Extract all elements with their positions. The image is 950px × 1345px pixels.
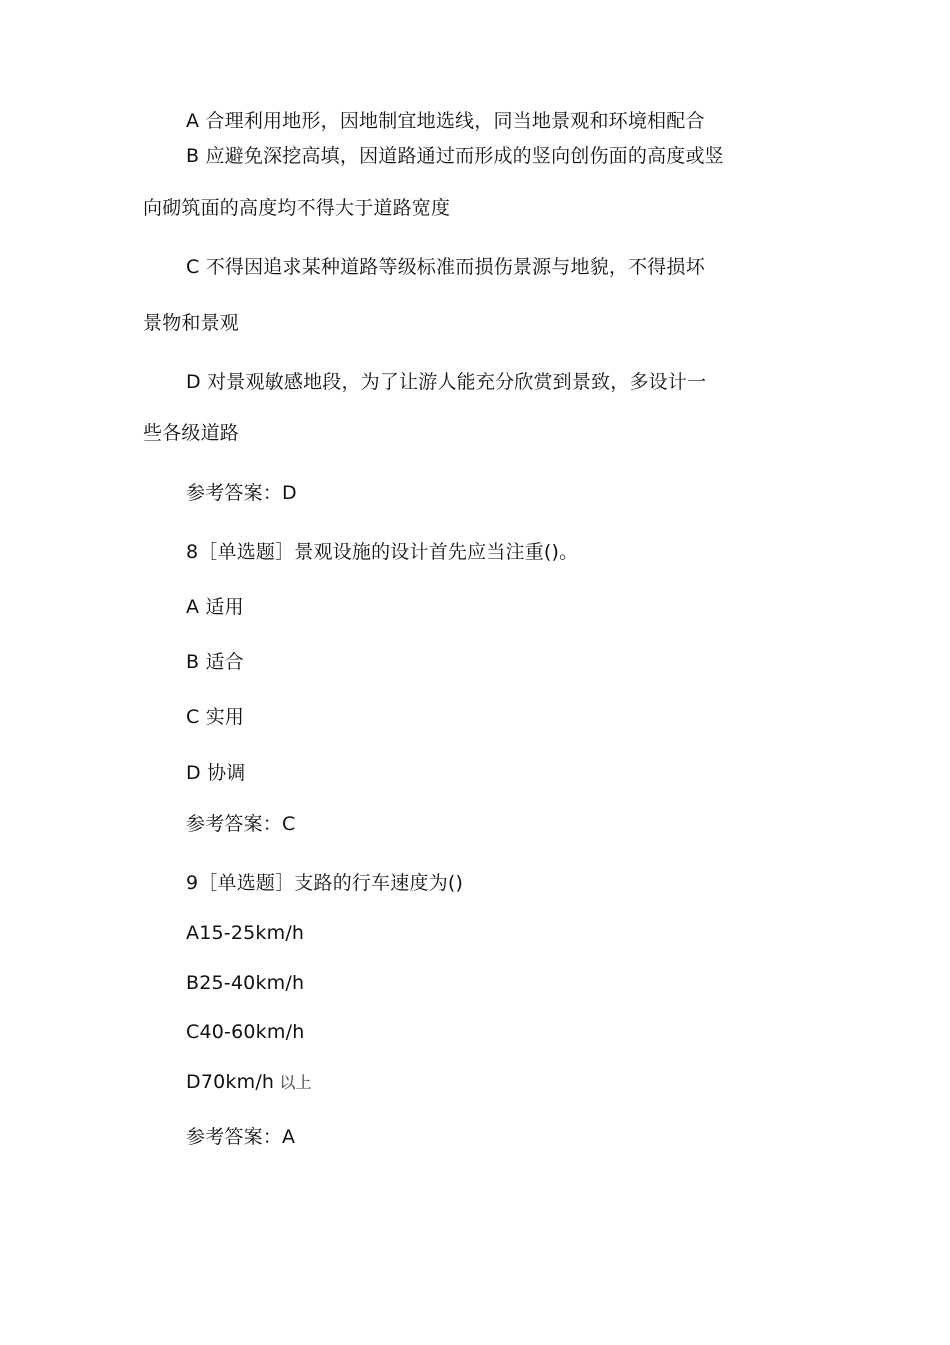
q9-option-d-suffix: 以上: [274, 1073, 312, 1092]
q8-answer: 参考答案：C: [186, 813, 296, 835]
q9-option-d-text: D70km/h: [186, 1071, 275, 1093]
q9-answer: 参考答案：A: [186, 1126, 296, 1148]
q7-option-b-line2: 向砌筑面的高度均不得大于道路宽度: [143, 197, 451, 219]
q7-option-d-line1: D 对景观敏感地段，为了让游人能充分欣赏到景致，多设计一: [186, 371, 707, 393]
q9-question: 9［单选题］支路的行车速度为(): [186, 872, 464, 894]
q9-option-a: A15-25km/h: [186, 922, 305, 944]
q9-option-d: [186, 1069, 312, 1096]
q8-option-b: B 适合: [186, 651, 244, 673]
q7-option-b-line1: B 应避免深挖高填，因道路通过而形成的竖向创伤面的高度或竖: [186, 145, 724, 167]
q8-question: 8［单选题］景观设施的设计首先应当注重()。: [186, 541, 579, 563]
q7-option-c-line2: 景物和景观: [143, 312, 240, 334]
q7-option-d-line2: 些各级道路: [143, 422, 240, 444]
q8-option-d: D 协调: [186, 762, 246, 784]
q9-option-c: C40-60km/h: [186, 1021, 305, 1043]
q7-option-c-line1: C 不得因追求某种道路等级标准而损伤景源与地貌，不得损坏: [186, 256, 705, 278]
q7-answer: 参考答案：D: [186, 482, 297, 504]
q8-option-a: A 适用: [186, 596, 244, 618]
q8-option-c: C 实用: [186, 706, 245, 728]
q7-option-a: A 合理利用地形，因地制宜地选线，同当地景观和环境相配合: [186, 110, 705, 132]
q9-option-b: B25-40km/h: [186, 972, 305, 994]
